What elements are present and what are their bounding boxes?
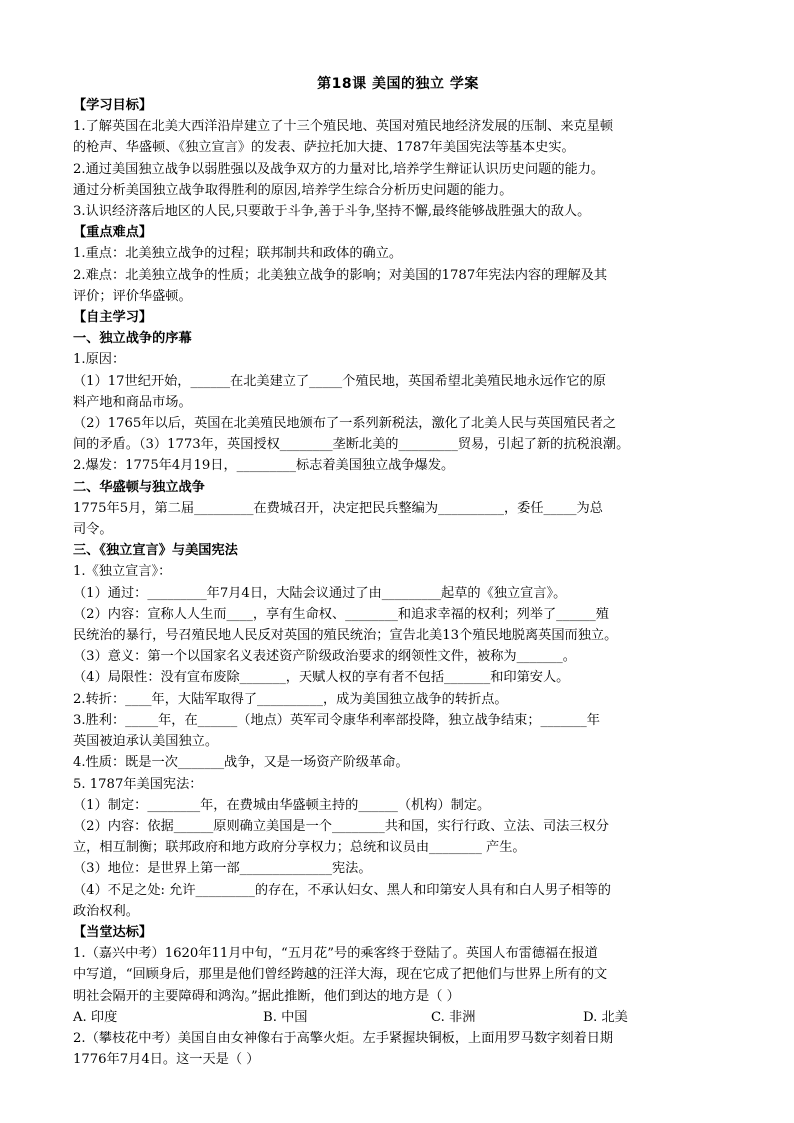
text-line: 通过分析美国独立战争取得胜利的原因,培养学生综合分析历史问题的能力。 — [73, 182, 513, 198]
text-line: 民统治的暴行，号召殖民地人民反对英国的殖民统治；宣告北美13个殖民地脱离英国而独立。 — [73, 628, 618, 644]
subheading-washington: 二、华盛顿与独立战争 — [73, 479, 205, 495]
section-heading-exercises: 【当堂达标】 — [73, 924, 153, 940]
text-line: 2.通过美国独立战争以弱胜强以及战争双方的力量对比,培养学生辩证认识历史问题的能力。 — [73, 161, 605, 177]
text-line: 1.重点：北美独立战争的过程；联邦制共和政体的确立。 — [73, 246, 403, 262]
fill-blank-line: 间的矛盾。（3）1773年，英国授权________垄断北美的_________贸易，引起了新的抗税浪潮。 — [73, 437, 630, 453]
text-line: 的枪声、华盛顿、《独立宣言》的发表、萨拉托加大捷、1787年美国宪法等基本史实。 — [73, 140, 575, 156]
text-line: 3.认识经济落后地区的人民,只要敢于斗争,善于斗争,坚持不懈,最终能够战胜强大的敌人。 — [73, 204, 591, 220]
fill-blank-line: （3）地位：是世界上第一部______________宪法。 — [73, 861, 372, 877]
fill-blank-line: 2.爆发：1775年4月19日，_________标志着美国独立战争爆发。 — [73, 458, 455, 474]
text-line: 5. 1787年美国宪法： — [73, 776, 203, 792]
text-line: 政治权利。 — [73, 903, 139, 919]
fill-blank-line: （2）内容：依据______原则确立美国是一个________共和国，实行行政、立法、司法三权分 — [73, 818, 609, 834]
document-title: 第18课 美国的独立 学案 — [317, 76, 479, 92]
fill-blank-line: （1）制定：________年，在费城由华盛顿主持的______（机构）制定。 — [73, 797, 491, 813]
question-line: 1776年7月4日。这一天是（ ） — [73, 1052, 260, 1068]
text-line: 2.难点：北美独立战争的性质；北美独立战争的影响；对美国的1787年宪法内容的理解及其 — [73, 267, 608, 283]
question-line: 中写道，“回顾身后，那里是他们曾经跨越的汪洋大海，现在它成了把他们与世界上所有的文 — [73, 967, 608, 983]
subheading-prelude: 一、独立战争的序幕 — [73, 331, 192, 347]
fill-blank-line: 立，相互制衡；联邦政府和地方政府分享权力；总统和议员由________ 产生。 — [73, 840, 526, 856]
option-d: D. 北美 — [583, 1009, 628, 1025]
fill-blank-line: 1775年5月，第二届_________在费城召开，决定把民兵整编为__________，委任_____为总 — [73, 500, 603, 516]
option-b: B. 中国 — [263, 1009, 308, 1025]
text-line: 1.《独立宣言》： — [73, 564, 172, 580]
text-line: （2）1765年以后，英国在北美殖民地颁布了一系列新税法，激化了北美人民与英国殖民者之 — [73, 416, 617, 432]
fill-blank-line: （4）局限性：没有宣布废除_______，天赋人权的享有者不包括_______和印第安人。 — [73, 670, 570, 686]
fill-blank-line: （4）不足之处: 允许_________的存在，不承认妇女、黑人和印第安人具有和白人男子相等的 — [73, 882, 611, 898]
option-c: C. 非洲 — [431, 1009, 476, 1025]
document-page — [73, 74, 723, 1070]
text-line: 英国被迫承认美国独立。 — [73, 734, 219, 750]
text-line: 司令。 — [73, 522, 113, 538]
section-heading-learning-goals: 【学习目标】 — [73, 98, 153, 113]
fill-blank-line: 2.转折：____年，大陆军取得了__________，成为美国独立战争的转折点。 — [73, 691, 508, 707]
fill-blank-line: （1）17世纪开始，______在北美建立了_____个殖民地，英国希望北美殖民地永远作它的原 — [73, 373, 606, 389]
fill-blank-line: 3.胜利：_____年，在______（地点）英军司令康华利率部投降，独立战争结束；_______年 — [73, 712, 600, 728]
question-line: 1.（嘉兴中考）1620年11月中旬，“五月花”号的乘客终于登陆了。英国人布雷德福在报道 — [73, 946, 598, 962]
fill-blank-line: （3）意义：第一个以国家名义表述资产阶级政治要求的纲领性文件，被称为_______。 — [73, 649, 576, 665]
fill-blank-line: （2）内容：宣称人人生而____，享有生命权、________和追求幸福的权利；列举了______殖 — [73, 606, 609, 622]
question-line: 明社会隔开的主要障碍和鸿沟。”据此推断，他们到达的地方是（ ） — [73, 988, 460, 1004]
question-line: 2.（攀枝花中考）美国自由女神像右于高擎火炬。左手紧握块铜板，上面用罗马数字刻着日期 — [73, 1030, 614, 1046]
section-heading-key-points: 【重点难点】 — [73, 225, 153, 241]
subheading-declaration: 三、《独立宣言》与美国宪法 — [73, 543, 238, 559]
fill-blank-line: 4.性质：既是一次_______战争，又是一场资产阶级革命。 — [73, 755, 409, 771]
text-line: 1.了解英国在北美大西洋沿岸建立了十三个殖民地、英国对殖民地经济发展的压制、来克星顿 — [73, 119, 614, 135]
answer-options — [73, 1007, 723, 1028]
section-heading-self-study: 【自主学习】 — [73, 310, 153, 326]
text-line: 1.原因： — [73, 352, 126, 368]
text-line: 评价；评价华盛顿。 — [73, 288, 192, 304]
text-line: 料产地和商品市场。 — [73, 394, 192, 410]
fill-blank-line: （1）通过：_________年7月4日，大陆会议通过了由_________起草的《独立宣言》。 — [73, 585, 567, 601]
option-a: A. 印度 — [73, 1009, 118, 1025]
